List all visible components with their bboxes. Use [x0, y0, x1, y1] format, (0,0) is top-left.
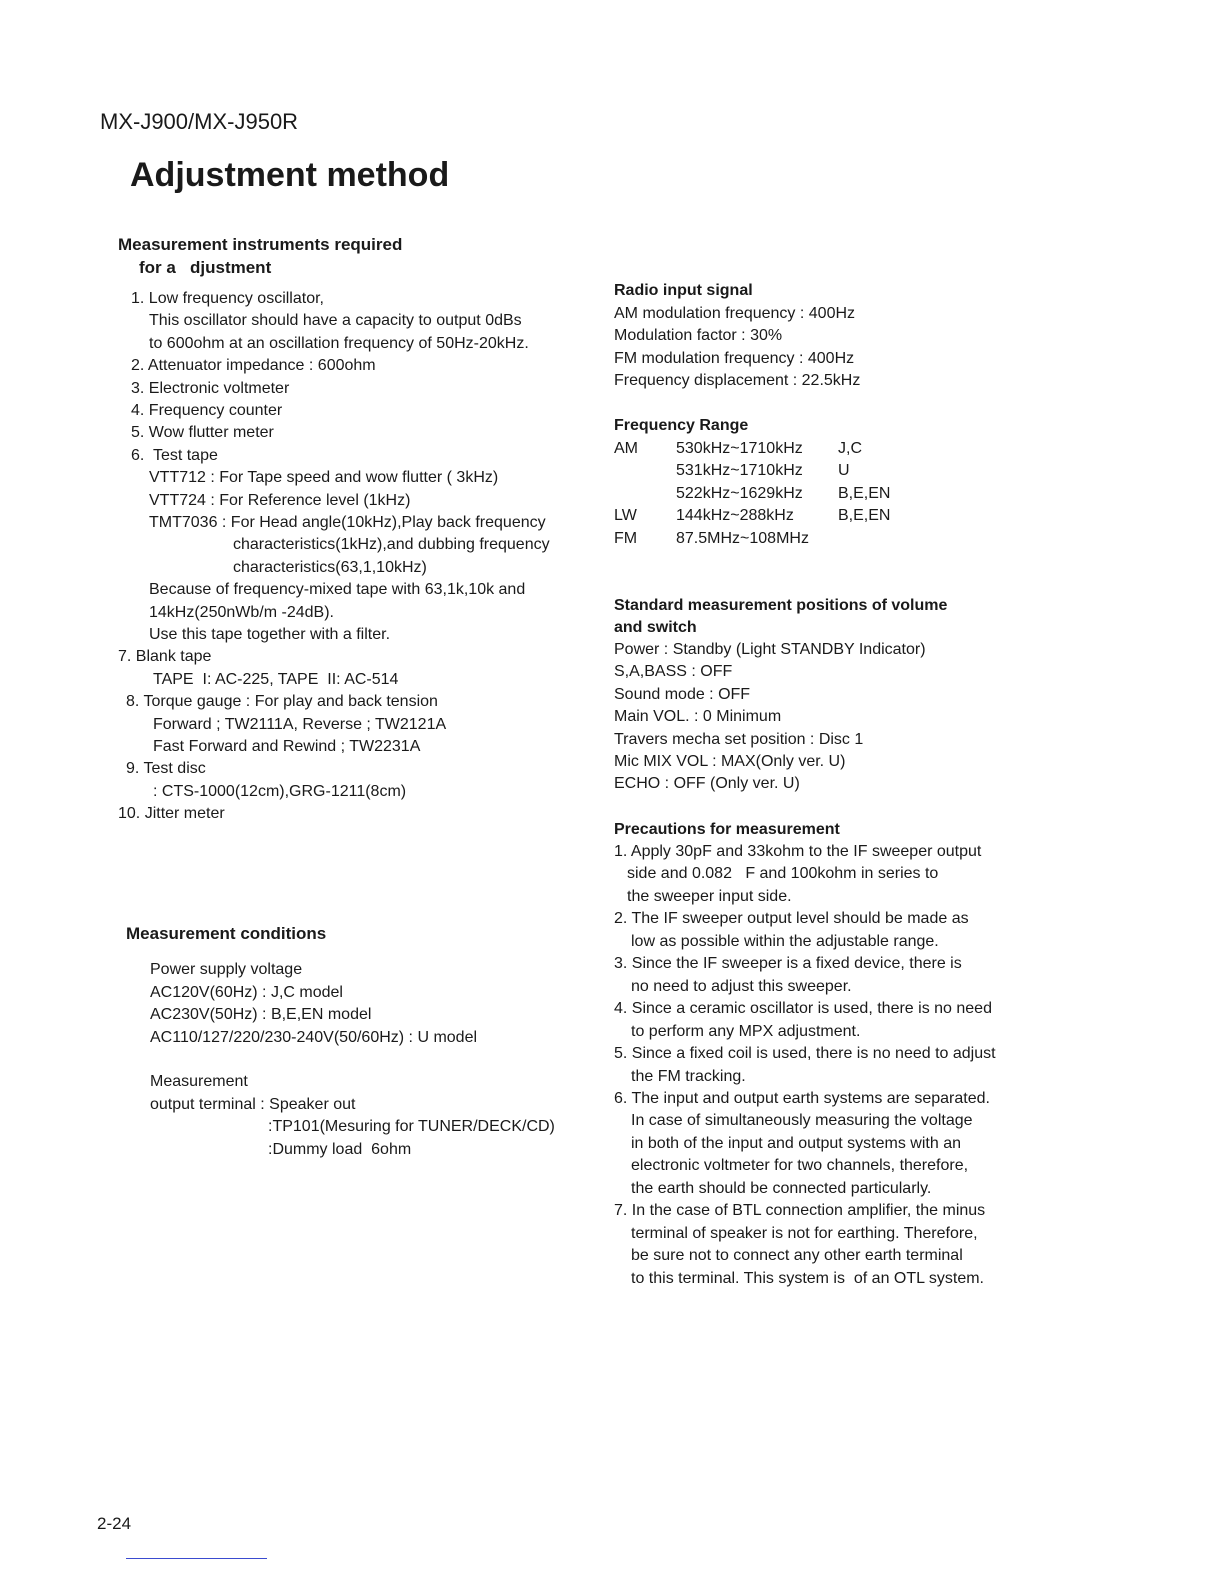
text-line: electronic voltmeter for two channels, therefore, [631, 1157, 969, 1175]
text-line: 3. Electronic voltmeter [131, 379, 290, 397]
range-cell: 522kHz~1629kHz [676, 484, 803, 502]
text-line: Measurement [150, 1073, 248, 1090]
text-line: terminal of speaker is not for earthing. Therefore, [631, 1224, 978, 1242]
instruments-heading: Measurement instruments required [118, 235, 403, 254]
text-line: Main VOL. : 0 Minimum [614, 708, 782, 726]
text-line: 9. Test disc [126, 760, 206, 778]
text-line: ECHO : OFF (Only ver. U) [614, 775, 800, 793]
text-line: 1. Apply 30pF and 33kohm to the IF sweeper output [614, 843, 982, 860]
text-line: : CTS-1000(12cm),GRG-1211(8cm) [153, 782, 407, 800]
text-line: AC120V(60Hz) : J,C model [150, 984, 343, 1001]
text-line: Use this tape together with a filter. [149, 626, 391, 643]
text-line: Forward ; TW2111A, Reverse ; TW2121A [153, 715, 447, 733]
text-line: This oscillator should have a capacity to output 0dBs [149, 312, 522, 330]
page-title: Adjustment method [130, 156, 450, 194]
text-line: 7. In the case of BTL connection amplifier, the minus [614, 1202, 986, 1220]
text-line: 5. Since a fixed coil is used, there is no need to adjust [614, 1045, 996, 1063]
instruments-heading-cont: for a djustment [139, 258, 272, 277]
text-line: TMT7036 : For Head angle(10kHz),Play back frequency [149, 514, 546, 531]
band-cell: AM [614, 440, 638, 457]
text-line: 7. Blank tape [118, 648, 212, 666]
text-line: FM modulation frequency : 400Hz [614, 349, 855, 367]
text-line: the earth should be connected particularly. [631, 1179, 932, 1197]
text-line: AM modulation frequency : 400Hz [614, 305, 856, 322]
text-line: 6. Test tape [131, 446, 218, 464]
text-line: 1. Low frequency oscillator, [131, 290, 324, 307]
text-line: :Dummy load 6ohm [268, 1141, 412, 1158]
text-line: AC110/127/220/230-240V(50/60Hz) : U model [150, 1029, 478, 1046]
range-cell: 144kHz~288kHz [676, 507, 794, 525]
text-line: Sound mode : OFF [614, 685, 751, 703]
band-cell: LW [614, 507, 637, 525]
text-line: 3. Since the IF sweeper is a fixed device, there is [614, 955, 962, 973]
standard-heading-cont: and switch [614, 619, 697, 636]
text-line: to perform any MPX adjustment. [631, 1022, 861, 1040]
text-line: 10. Jitter meter [118, 805, 225, 823]
radio-heading: Radio input signal [614, 282, 753, 299]
text-line: characteristics(1kHz),and dubbing frequency [233, 536, 550, 554]
text-line: VTT724 : For Reference level (1kHz) [149, 491, 411, 509]
text-line: the FM tracking. [631, 1067, 746, 1085]
text-line: 8. Torque gauge : For play and back tension [126, 693, 438, 711]
text-line: 2. Attenuator impedance : 600ohm [131, 357, 376, 375]
text-line: be sure not to connect any other earth terminal [631, 1247, 963, 1265]
model-cell: J,C [838, 440, 862, 457]
text-line: Power supply voltage [150, 961, 303, 978]
text-line: Frequency displacement : 22.5kHz [614, 372, 861, 390]
text-line: TAPE I: AC-225, TAPE II: AC-514 [153, 670, 399, 688]
text-line: Fast Forward and Rewind ; TW2231A [153, 738, 421, 755]
text-line: Travers mecha set position : Disc 1 [614, 730, 864, 748]
text-line: VTT712 : For Tape speed and wow flutter ( 3kHz) [149, 469, 499, 487]
text-line: to 600ohm at an oscillation frequency of 50Hz-20kHz. [149, 334, 529, 352]
model-cell: B,E,EN [838, 484, 891, 502]
text-line: Mic MIX VOL : MAX(Only ver. U) [614, 753, 846, 770]
text-line: 4. Since a ceramic oscillator is used, there is no need [614, 1000, 992, 1018]
text-line: 2. The IF sweeper output level should be made as [614, 910, 969, 928]
precautions-heading: Precautions for measurement [614, 821, 840, 838]
range-cell: 531kHz~1710kHz [676, 462, 803, 480]
model-cell: U [838, 462, 850, 480]
model-name: MX-J900/MX-J950R [100, 109, 299, 134]
conditions-heading: Measurement conditions [126, 924, 327, 943]
text-line: Power : Standby (Light STANDBY Indicator) [614, 641, 926, 658]
page-number: 2-24 [97, 1514, 132, 1533]
text-line: no need to adjust this sweeper. [631, 977, 852, 995]
text-line: Modulation factor : 30% [614, 327, 783, 345]
text-line: in both of the input and output systems with an [631, 1134, 961, 1152]
text-line: Because of frequency-mixed tape with 63,1k,10k and [149, 581, 526, 599]
freq-range-heading: Frequency Range [614, 417, 749, 434]
text-line: 4. Frequency counter [131, 402, 283, 419]
text-line: 5. Wow flutter meter [131, 424, 274, 442]
model-cell: B,E,EN [838, 507, 891, 525]
divider-line [126, 1558, 267, 1559]
text-line: low as possible within the adjustable range. [631, 932, 939, 950]
text-line: the sweeper input side. [627, 887, 792, 905]
text-line: S,A,BASS : OFF [614, 663, 733, 681]
standard-heading: Standard measurement positions of volume [614, 597, 948, 614]
text-line: 14kHz(250nWb/m -24dB). [149, 603, 334, 621]
text-line: AC230V(50Hz) : B,E,EN model [150, 1006, 372, 1023]
text-line: 6. The input and output earth systems are separated. [614, 1089, 990, 1107]
text-line: to this terminal. This system is of an OTL system. [631, 1269, 984, 1287]
band-cell: FM [614, 529, 638, 547]
text-line: In case of simultaneously measuring the voltage [631, 1112, 973, 1130]
text-line: characteristics(63,1,10kHz) [233, 558, 427, 576]
text-line: :TP101(Mesuring for TUNER/DECK/CD) [268, 1118, 555, 1135]
text-line: side and 0.082 F and 100kohm in series to [627, 865, 939, 883]
text-line: output terminal : Speaker out [150, 1096, 356, 1113]
range-cell: 87.5MHz~108MHz [676, 529, 809, 547]
range-cell: 530kHz~1710kHz [676, 440, 803, 457]
